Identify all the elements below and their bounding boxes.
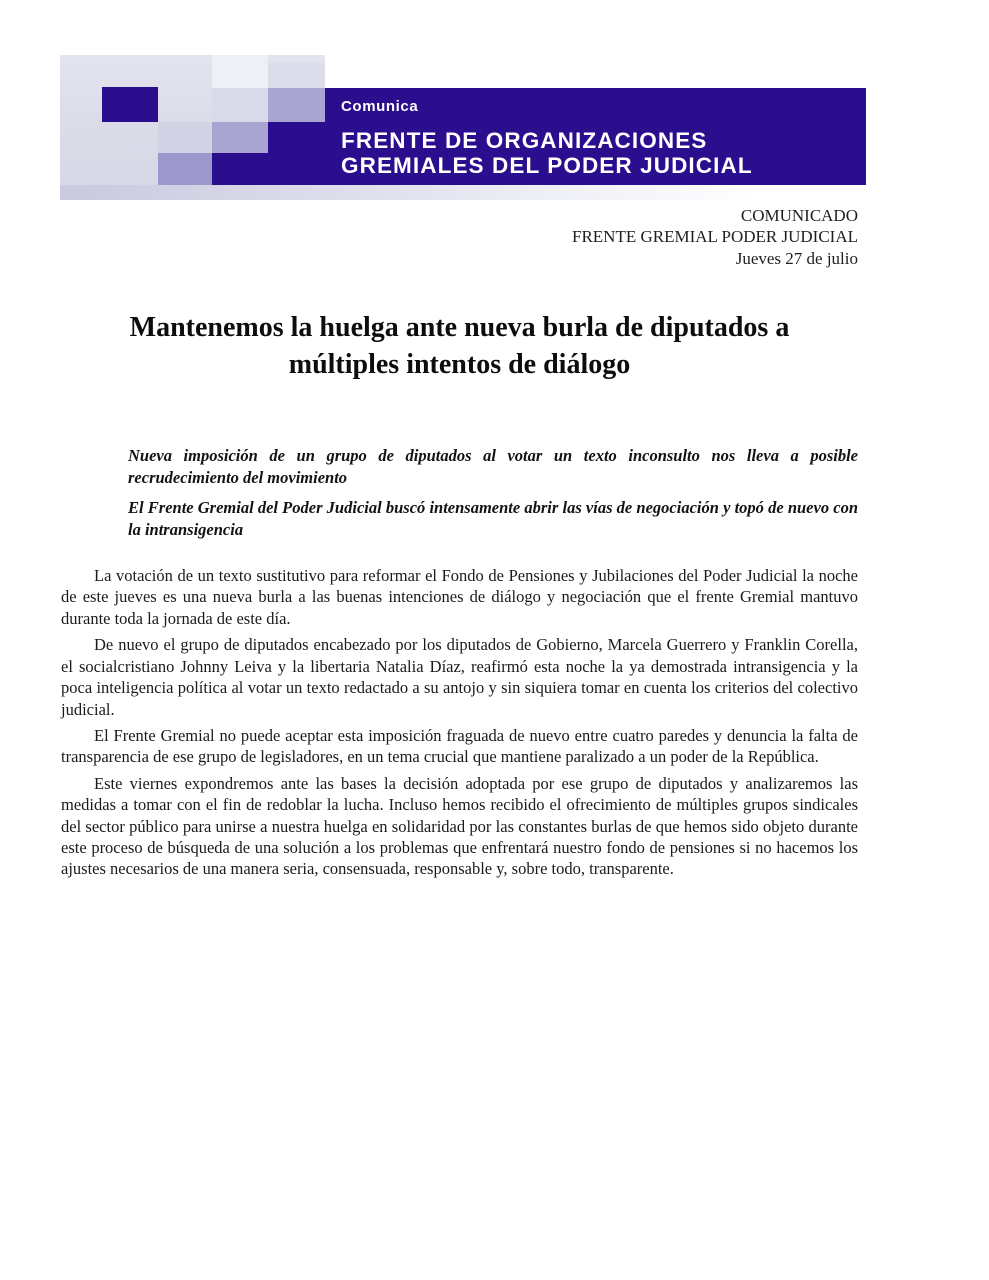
meta-date: Jueves 27 de julio bbox=[735, 248, 858, 268]
body-paragraph: De nuevo el grupo de diputados encabezado por los diputados de Gobierno, Marcela Guerrero y Franklin Corella, el socialcristiano Johnny Leiva y la libertaria Natalia Díaz, reafirmó esta noche la ya demostrada intransigencia y la poca inteligencia política al votar un texto redactado a su antojo y sin siquiera tomar en cuenta los criterios del colectivo judicial. bbox=[61, 635, 858, 719]
lead-paragraph: El Frente Gremial del Poder Judicial buscó intensamente abrir las vías de negociación y topó de nuevo con la intransigencia bbox=[128, 498, 858, 540]
communique-meta bbox=[61, 205, 858, 269]
lead-section bbox=[61, 445, 858, 541]
banner-title-line1: FRENTE DE ORGANIZACIONES bbox=[341, 128, 708, 153]
mosaic-tile bbox=[212, 88, 268, 122]
mosaic-tile bbox=[268, 88, 325, 122]
mosaic-tile bbox=[158, 122, 212, 153]
meta-frente-gremial: FRENTE GREMIAL PODER JUDICIAL bbox=[571, 227, 858, 247]
mosaic-tile bbox=[212, 55, 268, 88]
banner-title-line2: GREMIALES DEL PODER JUDICIAL bbox=[341, 153, 753, 178]
mosaic-tile bbox=[212, 153, 268, 185]
banner-bottom-strip bbox=[60, 185, 930, 200]
mosaic-tile bbox=[268, 63, 325, 88]
body-section bbox=[61, 565, 858, 880]
organization-banner bbox=[325, 88, 866, 185]
body-paragraph: La votación de un texto sustitutivo para reformar el Fondo de Pensiones y Jubilaciones del Poder Judicial la noche de este jueves es una nueva burla a las buenas intenciones de diálogo y negociación que el frente Gremial mantuvo durante toda la jornada de este día. bbox=[61, 566, 858, 628]
header-graphic bbox=[60, 55, 930, 200]
lead-paragraph: Nueva imposición de un grupo de diputados al votar un texto inconsulto nos lleva a posible recrudecimiento del movimiento bbox=[128, 445, 858, 487]
meta-communicado: COMUNICADO bbox=[740, 206, 858, 225]
banner-kicker: Comunica bbox=[341, 98, 419, 115]
body-paragraph: El Frente Gremial no puede aceptar esta imposición fraguada de nuevo entre cuatro paredes y denuncia la falta de transparencia de ese grupo de legisladores, en un tema crucial que mantiene paralizado a un poder de la República. bbox=[61, 725, 858, 767]
mosaic-tile bbox=[158, 153, 212, 185]
body-paragraph: Este viernes expondremos ante las bases la decisión adoptada por ese grupo de diputados y analizaremos las medidas a tomar con el fin de redoblar la lucha. Incluso hemos recibido el ofrecimiento de múltiples grupos sindicales del sector público para unirse a nuestra huelga en solidaridad por las constantes burlas de que hemos sido objeto durante este proceso de búsqueda de una solución a los problemas que enfrentará nuestro fondo de pensiones si no hacemos los ajustes necesarios de una manera seria, consensuada, responsable y, sobre todo, transparente. bbox=[61, 773, 858, 879]
mosaic-tile bbox=[268, 122, 325, 185]
document-body bbox=[61, 200, 858, 885]
mosaic-tile bbox=[102, 87, 158, 122]
headline: Mantenemos la huelga ante nueva burla de diputados a múltiples intentos de diálogo bbox=[129, 311, 790, 380]
mosaic-tile bbox=[212, 122, 268, 153]
